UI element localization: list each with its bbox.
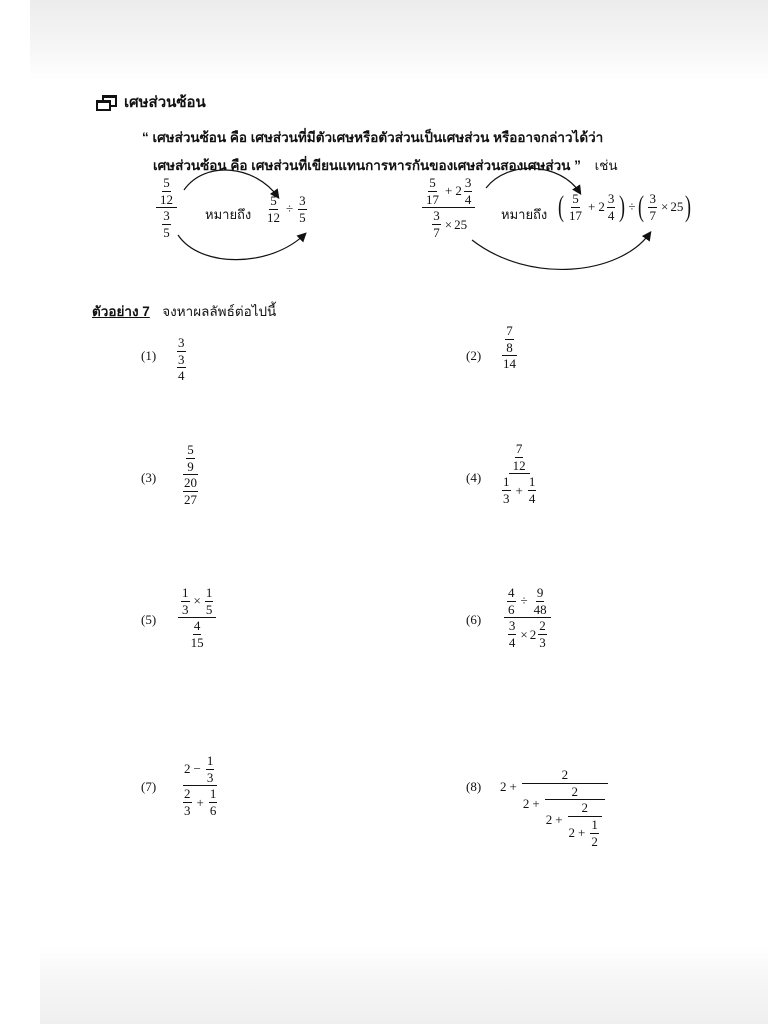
math-symbol: + bbox=[532, 795, 540, 811]
denominator: 3 bbox=[503, 490, 510, 506]
arrow-bottom-left bbox=[178, 234, 305, 260]
problem-3-label: (3) bbox=[141, 470, 157, 485]
numerator: 1 bbox=[591, 816, 598, 832]
fraction bbox=[186, 443, 195, 473]
numerator: 3 bbox=[607, 191, 615, 206]
denominator: 17 bbox=[569, 207, 582, 223]
denominator bbox=[545, 800, 605, 848]
denominator bbox=[429, 208, 468, 239]
fraction bbox=[205, 586, 214, 616]
fraction bbox=[522, 768, 608, 848]
denominator: 4 bbox=[464, 191, 472, 207]
scan-shadow-top bbox=[30, 0, 768, 80]
math-symbol: + bbox=[445, 183, 453, 199]
denominator: 5 bbox=[163, 224, 170, 240]
window-icon bbox=[96, 95, 116, 109]
fraction bbox=[499, 442, 539, 506]
fraction bbox=[183, 476, 198, 506]
numerator bbox=[178, 586, 216, 618]
denominator: 5 bbox=[299, 209, 306, 225]
fraction bbox=[190, 619, 205, 649]
numerator: 1 bbox=[206, 753, 214, 768]
fraction bbox=[156, 176, 177, 240]
fraction bbox=[209, 787, 218, 817]
fraction bbox=[425, 176, 440, 206]
parenthesis: ) bbox=[619, 190, 626, 224]
math-row bbox=[423, 176, 474, 206]
numerator: 3 bbox=[178, 351, 185, 367]
problem-6-expression bbox=[502, 586, 553, 650]
math-row bbox=[500, 475, 538, 505]
denominator bbox=[499, 474, 539, 505]
math-row bbox=[500, 768, 610, 848]
numerator: 2 bbox=[545, 785, 605, 801]
fraction bbox=[648, 192, 657, 222]
fraction bbox=[464, 176, 473, 206]
denominator: 4 bbox=[528, 490, 536, 506]
fraction bbox=[607, 192, 616, 222]
math-symbol: + bbox=[515, 482, 523, 498]
denominator: 9 bbox=[187, 458, 194, 474]
fraction bbox=[266, 194, 281, 224]
fraction bbox=[298, 194, 307, 224]
math-symbol: × bbox=[520, 626, 528, 642]
math-symbol: ÷ bbox=[520, 593, 528, 609]
example-b-division bbox=[556, 192, 693, 222]
example-a-complex-fraction bbox=[154, 176, 179, 240]
problem-8-expression bbox=[500, 768, 610, 848]
example-b-complex-fraction bbox=[420, 176, 477, 240]
numerator: 4 bbox=[508, 585, 515, 600]
numerator: 5 bbox=[429, 175, 436, 190]
numerator: 5 bbox=[270, 193, 277, 208]
denominator bbox=[174, 352, 189, 383]
problem-1-label: (1) bbox=[141, 348, 157, 363]
numerator: 4 bbox=[193, 618, 201, 634]
numerator: 3 bbox=[299, 193, 306, 208]
fraction bbox=[432, 209, 441, 239]
math-symbol: 2 bbox=[598, 198, 605, 214]
denominator: 12 bbox=[512, 457, 526, 473]
denominator: 48 bbox=[533, 601, 547, 617]
problem-2-expression bbox=[500, 324, 519, 371]
fraction bbox=[502, 324, 517, 371]
math-symbol: × bbox=[193, 593, 201, 609]
fraction bbox=[206, 754, 215, 784]
numerator: 2 bbox=[539, 618, 546, 634]
math-symbol: 2 bbox=[522, 795, 530, 811]
problem-6-label: (6) bbox=[466, 612, 482, 627]
numerator: 7 bbox=[506, 323, 513, 338]
numerator: 5 bbox=[163, 175, 170, 190]
fraction bbox=[180, 443, 201, 507]
math-row bbox=[523, 785, 607, 849]
definition-line-1: “ เศษส่วนซ้อน คือ เศษส่วนที่มีตัวเศษหรือตัวส่วนเป็นเศษส่วน หรืออาจกล่าวได้ว่า bbox=[142, 130, 604, 145]
math-row bbox=[546, 801, 604, 848]
arrow-bottom-right bbox=[472, 233, 650, 269]
fraction bbox=[568, 192, 583, 222]
denominator: 7 bbox=[433, 224, 440, 240]
fraction bbox=[177, 353, 186, 383]
denominator: 6 bbox=[209, 802, 217, 818]
fraction bbox=[504, 586, 551, 650]
fraction bbox=[533, 586, 548, 616]
heading-text: เศษส่วนซ้อน bbox=[124, 94, 206, 111]
math-symbol: 2 bbox=[568, 825, 576, 841]
fraction bbox=[590, 818, 599, 848]
fraction bbox=[538, 619, 547, 649]
fraction bbox=[181, 586, 190, 616]
math-row bbox=[181, 787, 219, 817]
section-heading bbox=[96, 90, 206, 114]
numerator bbox=[183, 754, 217, 786]
denominator: 4 bbox=[607, 207, 615, 223]
math-symbol: 2 bbox=[455, 183, 462, 199]
fraction bbox=[507, 586, 516, 616]
math-row bbox=[569, 818, 601, 848]
problem-7-expression bbox=[178, 754, 222, 818]
denominator: 3 bbox=[206, 769, 214, 785]
math-symbol: × bbox=[660, 198, 669, 214]
math-symbol: × bbox=[444, 216, 453, 232]
numerator: 3 bbox=[464, 175, 472, 190]
numerator: 3 bbox=[433, 208, 440, 224]
math-symbol: 2 bbox=[529, 626, 537, 642]
denominator: 3 bbox=[539, 634, 546, 650]
denominator: 2 bbox=[591, 833, 598, 849]
math-row bbox=[184, 754, 216, 784]
math-symbol: 25 bbox=[454, 216, 468, 232]
problem-2-label: (2) bbox=[466, 348, 482, 363]
parenthesis: ( bbox=[558, 190, 564, 224]
fraction bbox=[178, 586, 216, 650]
fraction bbox=[505, 324, 514, 354]
denominator: 14 bbox=[503, 356, 516, 372]
problem-4-label: (4) bbox=[466, 470, 482, 485]
scan-shadow-bottom bbox=[40, 945, 768, 1024]
numerator bbox=[183, 443, 198, 475]
example-a-division bbox=[264, 194, 309, 224]
math-symbol: − bbox=[193, 761, 201, 777]
denominator: 4 bbox=[508, 634, 516, 650]
denominator: 4 bbox=[178, 368, 185, 384]
numerator: 1 bbox=[503, 474, 510, 490]
numerator bbox=[509, 442, 530, 474]
denominator: 27 bbox=[184, 491, 197, 507]
problem-1-expression bbox=[172, 336, 191, 383]
math-row bbox=[506, 619, 549, 649]
denominator: 17 bbox=[426, 191, 439, 207]
numerator: 20 bbox=[184, 475, 197, 491]
math-row bbox=[179, 586, 215, 616]
denominator: 3 bbox=[184, 802, 191, 818]
fraction bbox=[508, 619, 517, 649]
fraction bbox=[512, 442, 527, 472]
example-heading bbox=[92, 300, 276, 322]
numerator: 2 bbox=[568, 801, 602, 817]
numerator: 3 bbox=[163, 208, 170, 224]
definition-line-2-text: เศษส่วนซ้อน คือ เศษส่วนที่เขียนแทนการหารกันของเศษส่วนสองเศษส่วน ” bbox=[153, 158, 581, 173]
numerator: 7 bbox=[515, 441, 523, 456]
problem-5-expression bbox=[176, 586, 218, 650]
math-row bbox=[505, 586, 550, 616]
numerator: 5 bbox=[572, 191, 579, 206]
numerator bbox=[502, 324, 517, 356]
denominator: 6 bbox=[508, 601, 515, 617]
fraction bbox=[545, 785, 605, 849]
fraction bbox=[180, 754, 220, 818]
numerator: 3 bbox=[508, 618, 516, 634]
numerator bbox=[422, 176, 475, 208]
fraction bbox=[174, 336, 189, 383]
denominator bbox=[522, 784, 608, 849]
problem-8-label: (8) bbox=[466, 779, 482, 794]
denominator bbox=[180, 475, 201, 506]
parenthesis: ) bbox=[685, 190, 692, 224]
example-a-means-label: หมายถึง bbox=[205, 207, 252, 222]
denominator: 5 bbox=[205, 601, 213, 617]
numerator: 9 bbox=[536, 585, 544, 600]
problem-7-label: (7) bbox=[141, 779, 157, 794]
denominator: 12 bbox=[267, 209, 280, 225]
numerator: 3 bbox=[649, 191, 656, 206]
numerator bbox=[504, 586, 551, 618]
math-symbol: 2 bbox=[500, 779, 507, 794]
math-row bbox=[430, 209, 467, 239]
definition-line-2 bbox=[153, 154, 618, 176]
denominator bbox=[505, 618, 550, 649]
denominator bbox=[159, 208, 174, 239]
numerator: 1 bbox=[205, 585, 213, 600]
numerator bbox=[156, 176, 177, 208]
problem-5-label: (5) bbox=[141, 612, 157, 627]
example-instruction: จงหาผลลัพธ์ต่อไปนี้ bbox=[162, 304, 277, 319]
fraction bbox=[528, 475, 537, 505]
numerator: 1 bbox=[182, 585, 189, 600]
math-symbol: ÷ bbox=[628, 198, 636, 214]
fraction bbox=[159, 176, 174, 206]
denominator: 8 bbox=[506, 339, 513, 355]
numerator: 1 bbox=[209, 786, 217, 802]
math-symbol: + bbox=[588, 198, 596, 214]
math-symbol: + bbox=[555, 812, 563, 828]
definition-line-2-tail: เช่น bbox=[594, 158, 618, 173]
example-label: ตัวอย่าง 7 bbox=[92, 304, 150, 319]
math-symbol: 25 bbox=[670, 198, 684, 214]
numerator: 5 bbox=[187, 442, 194, 457]
math-symbol: 2 bbox=[545, 812, 553, 828]
fraction bbox=[568, 801, 602, 848]
numerator: 2 bbox=[184, 786, 191, 802]
numerator: 2 bbox=[522, 768, 608, 784]
fraction bbox=[502, 475, 511, 505]
denominator: 12 bbox=[160, 191, 173, 207]
math-symbol: ÷ bbox=[286, 200, 294, 216]
denominator bbox=[187, 618, 208, 649]
parenthesis: ( bbox=[638, 190, 645, 224]
fraction bbox=[422, 176, 475, 240]
denominator: 3 bbox=[182, 601, 189, 617]
example-b-means-label: หมายถึง bbox=[501, 207, 548, 222]
math-symbol: 2 bbox=[184, 761, 191, 777]
fraction bbox=[183, 787, 192, 817]
numerator: 1 bbox=[528, 474, 536, 490]
denominator: 15 bbox=[190, 634, 204, 650]
denominator: 7 bbox=[649, 207, 656, 223]
numerator: 3 bbox=[178, 335, 185, 350]
denominator bbox=[568, 817, 602, 848]
math-symbol: + bbox=[196, 794, 204, 810]
math-symbol: + bbox=[509, 779, 517, 794]
denominator bbox=[180, 786, 220, 817]
problem-3-expression bbox=[178, 443, 203, 507]
fraction bbox=[162, 209, 171, 239]
problem-4-expression bbox=[497, 442, 541, 506]
math-symbol: + bbox=[578, 825, 586, 841]
